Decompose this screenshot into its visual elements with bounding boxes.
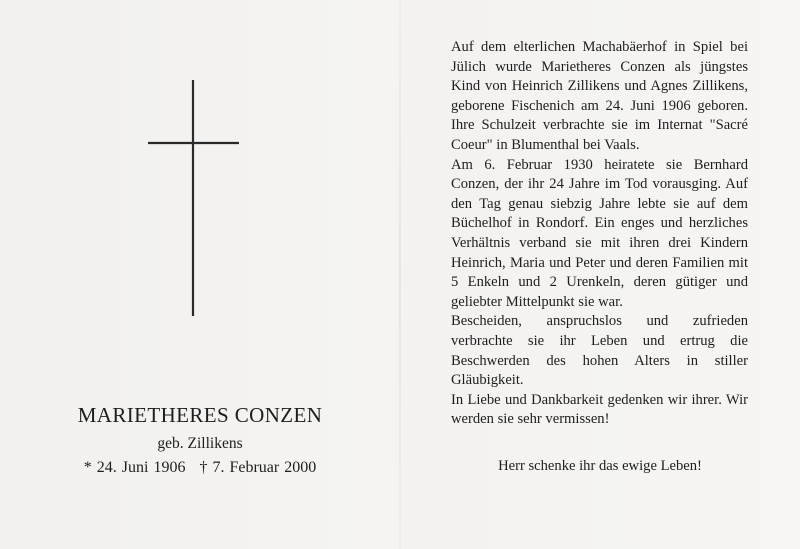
deceased-info	[20, 400, 380, 479]
maiden-name: geb. Zillikens	[157, 435, 243, 452]
death-date: † 7. Februar 2000	[199, 459, 317, 476]
life-dates	[20, 457, 380, 479]
birth-date: * 24. Juni 1906	[83, 459, 186, 476]
biography-paragraph: Am 6. Februar 1930 heiratete sie Bernhard Conzen, der ihr 24 Jahre im Tod vorausging. Auf den Tag genau siebzig Jahre lebte sie auf dem Büchelhof in Rondorf. Ein enges und herzliches Verhältnis verband sie mit ihren drei Kindern Heinrich, Maria und Peter und deren Familien mit 5 Enkeln und 2 Urenkeln, deren gütiger und geliebter Mittelpunkt sie war.	[451, 156, 748, 310]
biography-paragraph: Auf dem elterlichen Machabäerhof in Spiel bei Jülich wurde Marietheres Conzen als jüngstes Kind von Heinrich Zillikens und Agnes Zillikens, geborene Fischenich am 24. Juni 1906 geboren. Ihre Schulzeit verbrachte sie im Internat "Sacré Coeur" in Blumenthal bei Vaals.	[451, 39, 748, 153]
cross-icon	[145, 80, 245, 316]
card-fold	[399, 0, 401, 549]
blessing-line: Herr schenke ihr das ewige Leben!	[498, 458, 702, 474]
biography	[451, 38, 748, 430]
biography-paragraph: Bescheiden, anspruchslos und zufrieden verbrachte sie ihr Leben und ertrug die Beschwerden des hohen Alters in stiller Gläubigkeit.	[451, 313, 748, 389]
deceased-name: MARIETHERES CONZEN	[77, 403, 323, 427]
biography-paragraph: In Liebe und Dankbarkeit gedenken wir ihrer. Wir werden sie sehr vermissen!	[451, 391, 748, 428]
